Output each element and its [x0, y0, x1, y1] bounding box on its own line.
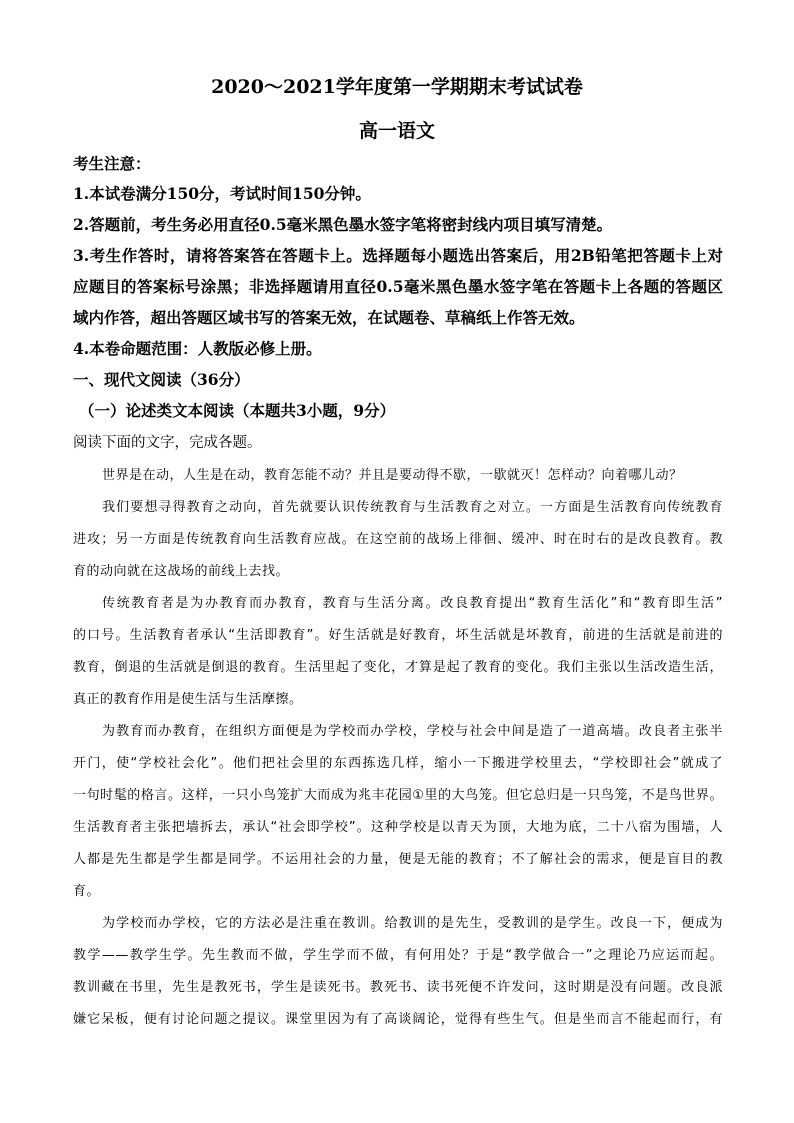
subsection-heading: （一）论述类文本阅读（本题共3小题，9分） [79, 401, 396, 420]
article-paragraph-3-line-2: 的口号。生活教育者承认“生活即教育”。好生活就是好教育，坏生活就是坏教育，前进的生活就是前进的 [73, 628, 723, 643]
reading-instruction: 阅读下面的文字，完成各题。 [73, 435, 262, 451]
article-paragraph-4-line-5: 人都是先生都是学生都是同学。不运用社会的力量，便是无能的教育；不了解社会的需求，便是盲目的教 [73, 852, 723, 867]
article-paragraph-3-line-3: 教育，倒退的生活就是倒退的教育。生活里起了变化，才算是起了教育的变化。我们主张以生活改造生活， [73, 660, 723, 675]
article-paragraph-5-line-3: 教训藏在书里，先生是教死书，学生是读死书。教死书、读书死便不许发问，这时期是没有问题。改良派 [73, 980, 723, 995]
article-paragraph-4-line-6: 育。 [73, 884, 101, 899]
subject-title: 高一语文 [358, 120, 435, 142]
article-paragraph-2-line-1: 我们要想寻得教育之动向，首先就要认识传统教育与生活教育之对立。一方面是生活教育向传统教育 [102, 500, 723, 515]
article-paragraph-3-line-1: 传统教育者是为办教育而办教育，教育与生活分离。改良教育提出“教育生活化”和“教育即生活” [102, 596, 723, 611]
article-paragraph-2-line-3: 育的动向就在这战场的前线上去找。 [73, 564, 290, 579]
article-paragraph-1: 世界是在动，人生是在动，教育怎能不动？并且是要动得不歇，一歇就灭！怎样动？向着哪儿动？ [102, 468, 683, 483]
article-paragraph-5-line-4: 嫌它呆板，便有讨论问题之提议。课堂里因为有了高谈阔论，觉得有些生气。但是坐而言不能起而行，有 [73, 1012, 723, 1027]
article-paragraph-2-line-2: 进攻；另一方面是传统教育向生活教育应战。在这空前的战场上徘徊、缓冲、时在时右的是改良教育。教 [73, 532, 723, 547]
note-item-4: 4.本卷命题范围：人教版必修上册。 [73, 339, 322, 358]
article-paragraph-4-line-2: 开门，使“学校社会化”。他们把社会里的东西拣选几样，缩小一下搬进学校里去，“学校即社会”就成了 [73, 756, 723, 771]
article-paragraph-4-line-1: 为教育而办教育，在组织方面便是为学校而办学校，学校与社会中间是造了一道高墙。改良者主张半 [102, 724, 723, 739]
note-item-3-line-2: 应题目的答案标号涂黑；非选择题请用直径0.5毫米黑色墨水签字笔在答题卡上各题的答题区 [73, 277, 723, 296]
article-paragraph-4-line-4: 生活教育者主张把墙拆去，承认“社会即学校”。这种学校是以青天为顶，大地为底，二十八宿为围墙，人 [73, 820, 723, 835]
notes-heading: 考生注意： [73, 154, 151, 173]
note-item-3-line-3: 域内作答，超出答题区域书写的答案无效，在试题卷、草稿纸上作答无效。 [73, 308, 585, 327]
note-item-3-line-1: 3.考生作答时，请将答案答在答题卡上。选择题每小题选出答案后，用2B铅笔把答题卡上对 [73, 246, 723, 265]
note-item-2: 2.答题前，考生务必用直径0.5毫米黑色墨水签字笔将密封线内项目填写清楚。 [73, 215, 613, 234]
article-paragraph-5-line-2: 教学——教学生学。先生教而不做，学生学而不做，有何用处？于是“教学做合一”之理论乃应运而起。 [73, 948, 723, 963]
article-paragraph-3-line-4: 真正的教育作用是使生活与生活摩擦。 [73, 692, 303, 707]
article-paragraph-5-line-1: 为学校而办学校，它的方法必是注重在教训。给教训的是先生，受教训的是学生。改良一下，便成为 [102, 916, 723, 931]
article-paragraph-4-line-3: 一句时髦的格言。这样，一只小鸟笼扩大而成为兆丰花园①里的大鸟笼。但它总归是一只鸟笼，不是鸟世界。 [73, 788, 723, 803]
section-heading: 一、现代文阅读（36分） [73, 370, 250, 389]
exam-title: 2020～2021学年度第一学期期末考试试卷 [211, 76, 583, 98]
note-item-1: 1.本试卷满分150分，考试时间150分钟。 [73, 184, 371, 203]
